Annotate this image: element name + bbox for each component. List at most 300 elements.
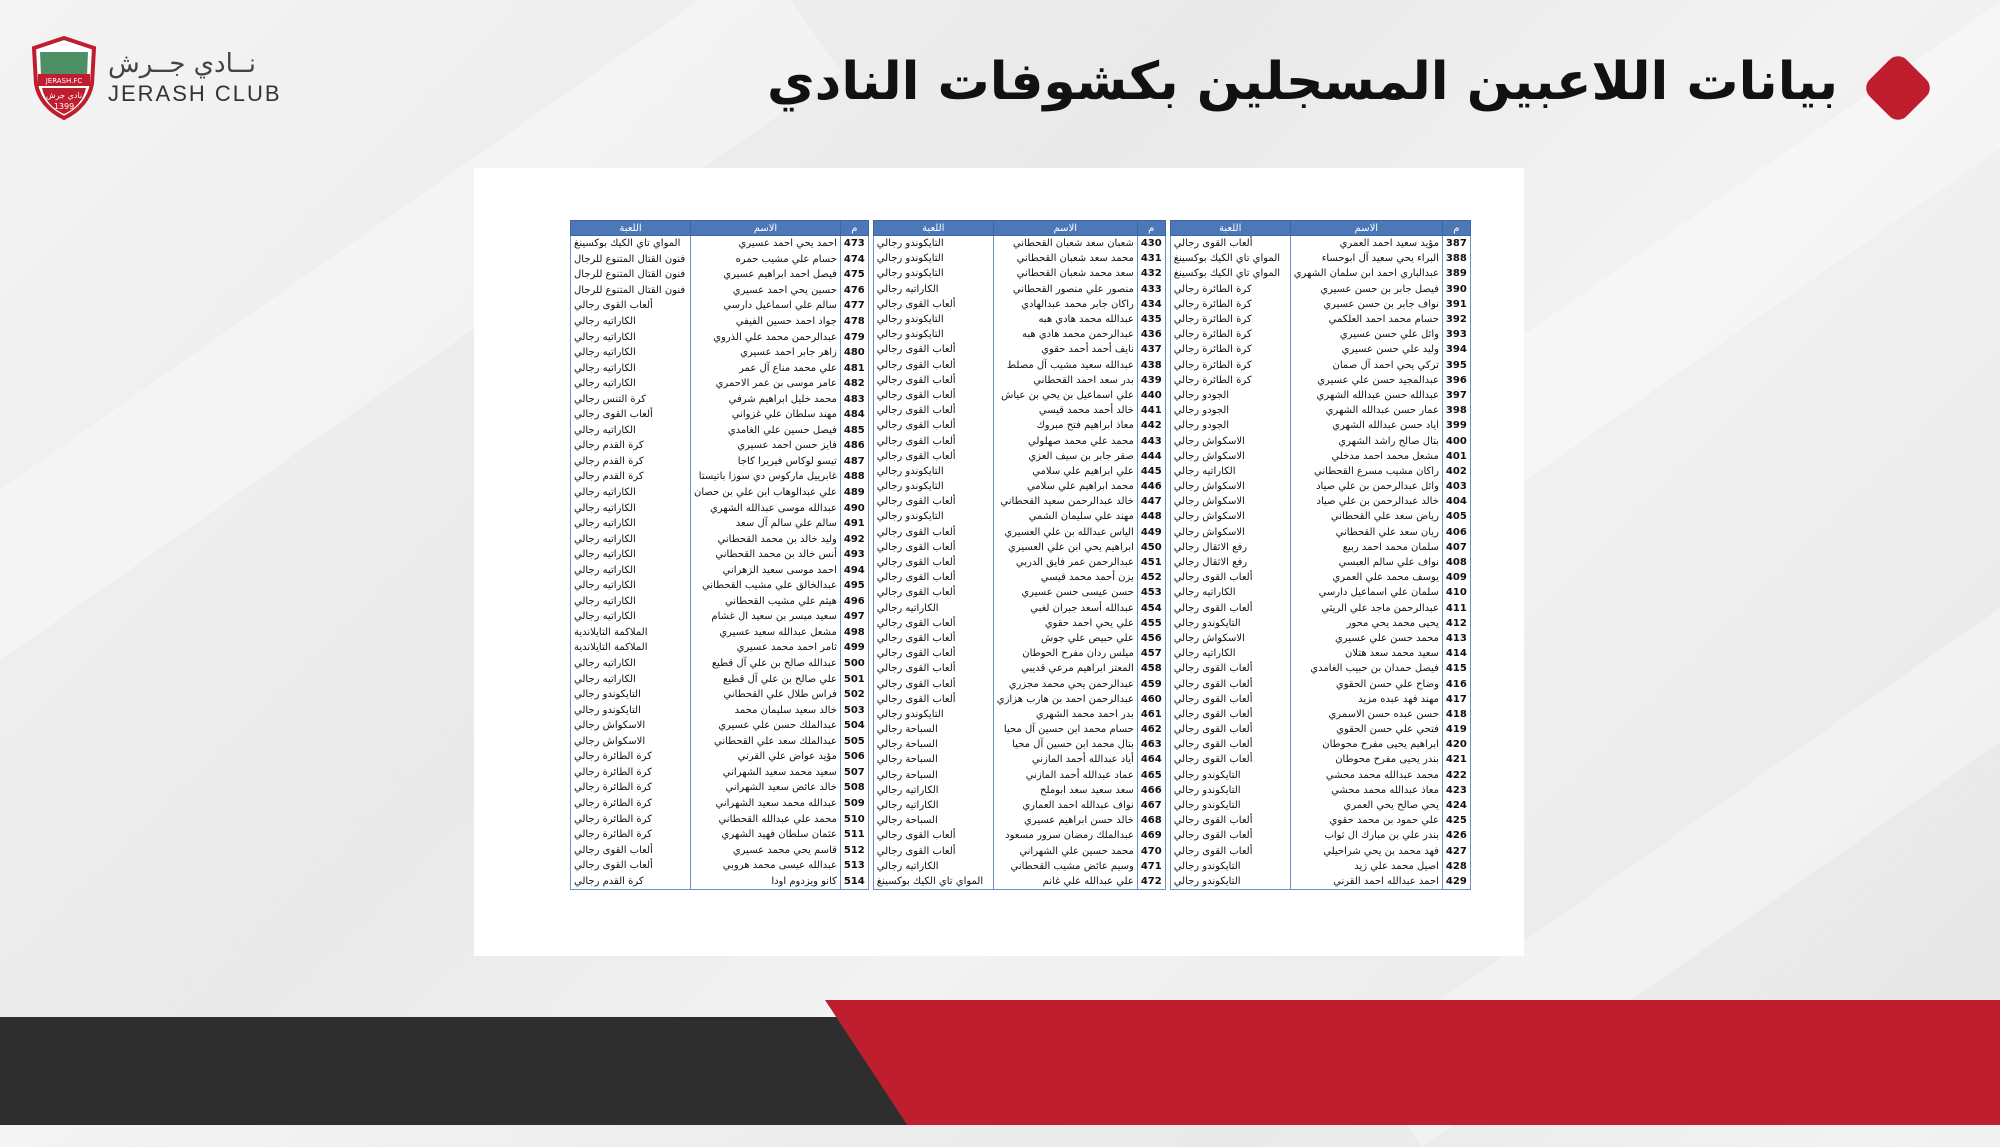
row-number: 472 — [1137, 874, 1165, 890]
player-name: علي صالح بن علي آل قطيع — [691, 671, 841, 687]
sport-name: ألعاب القوى رجالي — [873, 828, 993, 843]
row-number: 473 — [840, 236, 868, 252]
player-name: اصيل محمد علي زيد — [1290, 859, 1442, 874]
row-number: 453 — [1137, 585, 1165, 600]
table-row — [873, 737, 1165, 752]
table-row — [1170, 722, 1470, 737]
table-row — [873, 570, 1165, 585]
table-row — [1170, 859, 1470, 874]
sport-name: السباحة رجالي — [873, 722, 993, 737]
row-number: 484 — [840, 407, 868, 423]
sport-name: ألعاب القوى رجالي — [1170, 737, 1290, 752]
table-row — [571, 873, 869, 889]
table-row — [873, 844, 1165, 859]
player-name: عبدالرحمن محمد علي الذروي — [691, 329, 841, 345]
table-row — [1170, 479, 1470, 494]
table-row — [873, 661, 1165, 676]
sport-name: ألعاب القوى رجالي — [873, 570, 993, 585]
table-row — [1170, 525, 1470, 540]
sport-name: ألعاب القوى رجالي — [1170, 707, 1290, 722]
player-name: خالد أحمد محمد قيسي — [993, 403, 1137, 418]
table-row — [873, 236, 1165, 252]
table-row — [873, 251, 1165, 266]
table-row — [873, 798, 1165, 813]
sport-name: كرة الطائرة رجالي — [1170, 312, 1290, 327]
player-name: سعيد محمد سعد هتلان — [1290, 646, 1442, 661]
row-number: 511 — [840, 827, 868, 843]
row-number: 471 — [1137, 859, 1165, 874]
row-number: 442 — [1137, 418, 1165, 433]
sport-name: ألعاب القوى رجالي — [1170, 570, 1290, 585]
header-sport: اللعبة — [571, 221, 691, 236]
sport-name: ألعاب القوى رجالي — [873, 616, 993, 631]
player-name: سعد سعيد سعد ابوملح — [993, 783, 1137, 798]
row-number: 505 — [840, 734, 868, 750]
player-name: جواد احمد حسين الفيفي — [691, 314, 841, 330]
player-name: حسين يحي احمد عسيري — [691, 283, 841, 299]
table-row — [571, 780, 869, 796]
row-number: 422 — [1442, 768, 1470, 783]
sport-name: الكاراتيه رجالي — [571, 329, 691, 345]
player-name: فيصل جابر بن حسن عسيري — [1290, 282, 1442, 297]
player-name: حسام علي مشيب حمره — [691, 252, 841, 268]
player-name: محمد سعد شعبان القحطاني — [993, 251, 1137, 266]
table-row — [571, 267, 869, 283]
table-row — [1170, 707, 1470, 722]
player-name: عبدالخالق علي مشيب القحطاني — [691, 578, 841, 594]
row-number: 423 — [1442, 783, 1470, 798]
player-name: عبدالله محمد هادي هبه — [993, 312, 1137, 327]
sport-name: ألعاب القوى رجالي — [873, 555, 993, 570]
player-name: علي حمود بن محمد حقوي — [1290, 813, 1442, 828]
table-row — [571, 796, 869, 812]
table-row — [1170, 570, 1470, 585]
player-name: محمد ابراهيم علي سلامي — [993, 479, 1137, 494]
table-row — [1170, 737, 1470, 752]
row-number: 390 — [1442, 282, 1470, 297]
table-row — [1170, 509, 1470, 524]
player-name: عبدالله صالح بن علي آل قطيع — [691, 656, 841, 672]
table-row — [1170, 403, 1470, 418]
sport-name: الكاراتيه رجالي — [873, 859, 993, 874]
table-row — [1170, 373, 1470, 388]
table-row — [1170, 236, 1470, 252]
table-row — [873, 768, 1165, 783]
row-number: 474 — [840, 252, 868, 268]
row-number: 487 — [840, 454, 868, 470]
table-row — [1170, 540, 1470, 555]
player-name: عبدالله عيسى محمد هروبي — [691, 858, 841, 874]
player-name: احمد موسى سعيد الزهراني — [691, 562, 841, 578]
row-number: 514 — [840, 873, 868, 889]
player-name: تركي يحي احمد آل صمان — [1290, 358, 1442, 373]
player-name: يحي صالح يحي العمري — [1290, 798, 1442, 813]
sport-name: التايكوندو رجالي — [1170, 783, 1290, 798]
player-name: احمد يحي احمد عسيري — [691, 236, 841, 252]
row-number: 480 — [840, 345, 868, 361]
player-name: هيثم علي مشيب القحطاني — [691, 594, 841, 610]
player-name: مهند فهد عبده مزيد — [1290, 692, 1442, 707]
row-number: 478 — [840, 314, 868, 330]
sport-name: ألعاب القوى رجالي — [873, 342, 993, 357]
player-name: عبدالله محمد سعيد الشهراني — [691, 796, 841, 812]
table-row — [571, 702, 869, 718]
sport-name: كرة الطائرة رجالي — [571, 811, 691, 827]
player-name: سلمان محمد احمد ربيع — [1290, 540, 1442, 555]
sport-name: المواي تاي الكيك بوكسينغ — [571, 236, 691, 252]
player-name: عثمان سلطان فهيد الشهري — [691, 827, 841, 843]
table-row — [1170, 844, 1470, 859]
player-name: يزن أحمد محمد قيسي — [993, 570, 1137, 585]
player-name: عبدالباري احمد ابن سلمان الشهري — [1290, 266, 1442, 281]
table-row — [571, 656, 869, 672]
sport-name: ألعاب القوى رجالي — [873, 631, 993, 646]
sport-name: ألعاب القوى رجالي — [1170, 752, 1290, 767]
row-number: 492 — [840, 531, 868, 547]
table-row — [571, 345, 869, 361]
row-number: 405 — [1442, 509, 1470, 524]
table-row — [873, 282, 1165, 297]
sport-name: ألعاب القوى رجالي — [873, 676, 993, 691]
table-row — [1170, 601, 1470, 616]
sport-name: كرة الطائرة رجالي — [571, 780, 691, 796]
row-number: 470 — [1137, 844, 1165, 859]
player-name: زاهر جابر احمد عسيري — [691, 345, 841, 361]
table-row — [873, 297, 1165, 312]
header-num: م — [840, 221, 868, 236]
sport-name: الكاراتيه رجالي — [1170, 646, 1290, 661]
table-row — [1170, 418, 1470, 433]
sport-name: ألعاب القوى رجالي — [873, 358, 993, 373]
table-row — [1170, 661, 1470, 676]
player-name: خالد عبدالرحمن سعيد القحطاني — [993, 494, 1137, 509]
row-number: 426 — [1442, 828, 1470, 843]
row-number: 459 — [1137, 676, 1165, 691]
row-number: 410 — [1442, 585, 1470, 600]
row-number: 479 — [840, 329, 868, 345]
table-row — [1170, 342, 1470, 357]
table-row — [571, 423, 869, 439]
sport-name: الكاراتيه رجالي — [571, 594, 691, 610]
player-name: محمد حسين علي الشهراني — [993, 844, 1137, 859]
row-number: 463 — [1137, 737, 1165, 752]
row-number: 408 — [1442, 555, 1470, 570]
row-number: 445 — [1137, 464, 1165, 479]
sport-name: ألعاب القوى رجالي — [873, 692, 993, 707]
player-name: وليد علي حسن عسيري — [1290, 342, 1442, 357]
row-number: 449 — [1137, 525, 1165, 540]
table-row — [873, 722, 1165, 737]
table-row — [873, 373, 1165, 388]
row-number: 488 — [840, 469, 868, 485]
row-number: 427 — [1442, 844, 1470, 859]
row-number: 393 — [1442, 327, 1470, 342]
sport-name: السباحة رجالي — [873, 737, 993, 752]
sport-name: التايكوندو رجالي — [1170, 768, 1290, 783]
player-name: خالد سعيد سليمان محمد — [691, 702, 841, 718]
table-row — [571, 718, 869, 734]
header-name: الاسم — [691, 221, 841, 236]
sport-name: التايكوندو رجالي — [1170, 798, 1290, 813]
player-name: سعد محمد شعبان القحطاني — [993, 266, 1137, 281]
player-name: وائل علي حسن عسيري — [1290, 327, 1442, 342]
row-number: 388 — [1442, 251, 1470, 266]
table-row — [873, 479, 1165, 494]
player-name: نايف أحمد أحمد حقوي — [993, 342, 1137, 357]
player-name: فراس طلال علي القحطاني — [691, 687, 841, 703]
table-row — [571, 407, 869, 423]
row-number: 485 — [840, 423, 868, 439]
player-name: عبدالمجيد حسن علي عسيري — [1290, 373, 1442, 388]
row-number: 400 — [1442, 433, 1470, 448]
sport-name: رفع الاثقال رجالي — [1170, 555, 1290, 570]
table-row — [571, 283, 869, 299]
table-row — [571, 314, 869, 330]
player-name: رياض سعد علي القحطاني — [1290, 509, 1442, 524]
table-row — [873, 418, 1165, 433]
sport-name: كرة الطائرة رجالي — [1170, 282, 1290, 297]
row-number: 392 — [1442, 312, 1470, 327]
table-row — [1170, 282, 1470, 297]
sport-name: ألعاب القوى رجالي — [1170, 828, 1290, 843]
player-name: عبدالملك حسن علي عسيري — [691, 718, 841, 734]
roster-table-1 — [1170, 220, 1471, 890]
player-name: أنس خالد بن محمد القحطاني — [691, 547, 841, 563]
table-row — [571, 438, 869, 454]
row-number: 461 — [1137, 707, 1165, 722]
sport-name: ألعاب القوى رجالي — [1170, 844, 1290, 859]
player-name: سعيد ميسر بن سعيد ال غشام — [691, 609, 841, 625]
row-number: 498 — [840, 625, 868, 641]
sport-name: ألعاب القوى رجالي — [873, 844, 993, 859]
row-number: 411 — [1442, 601, 1470, 616]
row-number: 409 — [1442, 570, 1470, 585]
sport-name: كرة الطائرة رجالي — [1170, 358, 1290, 373]
row-number: 489 — [840, 485, 868, 501]
player-name: بدر احمد محمد الشهري — [993, 707, 1137, 722]
table-row — [1170, 585, 1470, 600]
sport-name: الكاراتيه رجالي — [571, 345, 691, 361]
sport-name: الاسكواش رجالي — [1170, 631, 1290, 646]
club-shield-icon — [30, 36, 98, 120]
sport-name: المواي تاي الكيك بوكسينغ — [1170, 251, 1290, 266]
player-name: اياد حسن عبدالله الشهري — [1290, 418, 1442, 433]
player-name: علي عبدالله علي غانم — [993, 874, 1137, 890]
sport-name: الاسكواش رجالي — [1170, 509, 1290, 524]
sport-name: ألعاب القوى رجالي — [873, 494, 993, 509]
table-row — [873, 631, 1165, 646]
sport-name: كرة القدم رجالي — [571, 873, 691, 889]
table-row — [873, 752, 1165, 767]
table-row — [571, 469, 869, 485]
sport-name: فنون القتال المتنوع للرجال — [571, 267, 691, 283]
player-name: بتال صالح راشد الشهري — [1290, 433, 1442, 448]
player-name: عبدالله أسعد جبران لغبي — [993, 601, 1137, 616]
player-name: خالد عائض سعيد الشهراني — [691, 780, 841, 796]
table-row — [571, 252, 869, 268]
sport-name: ألعاب القوى رجالي — [571, 842, 691, 858]
player-name: محمد علي محمد صهلولي — [993, 433, 1137, 448]
sport-name: السباحة رجالي — [873, 813, 993, 828]
sport-name: الكاراتيه رجالي — [571, 656, 691, 672]
table-row — [873, 433, 1165, 448]
sport-name: فنون القتال المتنوع للرجال — [571, 283, 691, 299]
player-name: مشعل محمد احمد مدخلي — [1290, 449, 1442, 464]
table-row — [1170, 433, 1470, 448]
player-name: محمد خليل ابراهيم شرفي — [691, 391, 841, 407]
row-number: 443 — [1137, 433, 1165, 448]
sport-name: الكاراتيه رجالي — [571, 562, 691, 578]
sport-name: الاسكواش رجالي — [1170, 449, 1290, 464]
player-name: نواف عبدالله احمد العماري — [993, 798, 1137, 813]
row-number: 457 — [1137, 646, 1165, 661]
table-row — [873, 813, 1165, 828]
table-row — [873, 783, 1165, 798]
table-row — [571, 376, 869, 392]
player-name: عبدالله موسى عبدالله الشهري — [691, 500, 841, 516]
sport-name: كرة القدم رجالي — [571, 438, 691, 454]
row-number: 501 — [840, 671, 868, 687]
player-name: وضاح علي حسن الحقوي — [1290, 676, 1442, 691]
player-name: عمار حسن عبدالله الشهري — [1290, 403, 1442, 418]
sport-name: ألعاب القوى رجالي — [571, 858, 691, 874]
sport-name: كرة الطائرة رجالي — [1170, 327, 1290, 342]
player-name: علي ابراهيم علي سلامي — [993, 464, 1137, 479]
player-name: نواف جابر بن حسن عسيري — [1290, 297, 1442, 312]
sport-name: الكاراتيه رجالي — [571, 531, 691, 547]
table-row — [571, 625, 869, 641]
table-row — [1170, 266, 1470, 281]
table-row — [571, 609, 869, 625]
row-number: 435 — [1137, 312, 1165, 327]
row-number: 455 — [1137, 616, 1165, 631]
sport-name: التايكوندو رجالي — [873, 479, 993, 494]
table-row — [571, 531, 869, 547]
sport-name: كرة الطائرة رجالي — [571, 827, 691, 843]
player-name: عبدالرحمن يحي محمد مجزري — [993, 676, 1137, 691]
sport-name: ألعاب القوى رجالي — [1170, 692, 1290, 707]
table-row — [1170, 388, 1470, 403]
table-row — [571, 454, 869, 470]
player-name: احمد عبدالله احمد القرني — [1290, 874, 1442, 890]
player-name: محمد علي عبدالله القحطاني — [691, 811, 841, 827]
row-number: 468 — [1137, 813, 1165, 828]
table-row — [873, 601, 1165, 616]
sport-name: ألعاب القوى رجالي — [873, 525, 993, 540]
table-row — [1170, 616, 1470, 631]
header-num: م — [1442, 221, 1470, 236]
row-number: 491 — [840, 516, 868, 532]
player-name: حسن عبده حسن الاسمري — [1290, 707, 1442, 722]
row-number: 429 — [1442, 874, 1470, 890]
table-row — [571, 858, 869, 874]
sport-name: كرة الطائرة رجالي — [571, 796, 691, 812]
sport-name: الملاكمة التايلاندية — [571, 625, 691, 641]
row-number: 421 — [1442, 752, 1470, 767]
table-row — [1170, 752, 1470, 767]
player-name: وسيم عائض مشيب القحطاني — [993, 859, 1137, 874]
sport-name: الجودو رجالي — [1170, 388, 1290, 403]
row-number: 509 — [840, 796, 868, 812]
table-row — [571, 594, 869, 610]
player-name: محمد عبدالله محمد محشي — [1290, 768, 1442, 783]
club-name-english: JERASH CLUB — [108, 81, 282, 106]
player-name: عبدالرحمن محمد هادي هبه — [993, 327, 1137, 342]
table-row — [571, 687, 869, 703]
table-row — [1170, 555, 1470, 570]
row-number: 466 — [1137, 783, 1165, 798]
row-number: 402 — [1442, 464, 1470, 479]
row-number: 454 — [1137, 601, 1165, 616]
table-row — [1170, 631, 1470, 646]
player-name: المعتز ابراهيم مرعي قديبي — [993, 661, 1137, 676]
player-name: فايز حسن احمد عسيري — [691, 438, 841, 454]
sport-name: التايكوندو رجالي — [1170, 616, 1290, 631]
sport-name: كرة الطائرة رجالي — [571, 765, 691, 781]
table-row — [873, 358, 1165, 373]
sport-name: ألعاب القوى رجالي — [1170, 676, 1290, 691]
sport-name: ألعاب القوى رجالي — [873, 418, 993, 433]
roster-table-3 — [570, 220, 869, 890]
row-number: 483 — [840, 391, 868, 407]
table-row — [571, 236, 869, 252]
sport-name: الكاراتيه رجالي — [571, 360, 691, 376]
table-row — [1170, 874, 1470, 890]
row-number: 510 — [840, 811, 868, 827]
table-row — [873, 266, 1165, 281]
row-number: 419 — [1442, 722, 1470, 737]
row-number: 497 — [840, 609, 868, 625]
row-number: 467 — [1137, 798, 1165, 813]
table-row — [873, 312, 1165, 327]
table-row — [873, 707, 1165, 722]
row-number: 490 — [840, 500, 868, 516]
player-name: يوسف محمد علي العمري — [1290, 570, 1442, 585]
row-number: 404 — [1442, 494, 1470, 509]
player-name: ابراهيم يحيى مفرح محوطان — [1290, 737, 1442, 752]
table-row — [571, 360, 869, 376]
player-name: فيصل احمد ابراهيم عسيري — [691, 267, 841, 283]
player-name: الياس عبدالله بن علي العسيري — [993, 525, 1137, 540]
table-row — [571, 671, 869, 687]
player-name: قاسم يحي محمد عسيري — [691, 842, 841, 858]
player-name: ابراهيم يحي ابن علي العسيري — [993, 540, 1137, 555]
row-number: 424 — [1442, 798, 1470, 813]
table-row — [873, 676, 1165, 691]
table-row — [571, 734, 869, 750]
row-number: 446 — [1137, 479, 1165, 494]
row-number: 434 — [1137, 297, 1165, 312]
player-name: عبدالملك رمضان سرور مسعود — [993, 828, 1137, 843]
roster-table-2 — [873, 220, 1166, 890]
sport-name: الكاراتيه رجالي — [571, 609, 691, 625]
sport-name: ألعاب القوى رجالي — [873, 661, 993, 676]
sport-name: الكاراتيه رجالي — [571, 547, 691, 563]
row-number: 396 — [1442, 373, 1470, 388]
row-number: 439 — [1137, 373, 1165, 388]
sport-name: الكاراتيه رجالي — [571, 314, 691, 330]
sport-name: الكاراتيه رجالي — [571, 485, 691, 501]
sport-name: الكاراتيه رجالي — [873, 783, 993, 798]
sport-name: ألعاب القوى رجالي — [1170, 661, 1290, 676]
sport-name: التايكوندو رجالي — [873, 327, 993, 342]
row-number: 403 — [1442, 479, 1470, 494]
table-row — [571, 485, 869, 501]
player-name: راكان جابر محمد عبدالهادي — [993, 297, 1137, 312]
sport-name: ألعاب القوى رجالي — [873, 403, 993, 418]
sport-name: الكاراتيه رجالي — [571, 671, 691, 687]
player-name: علي يحي احمد حقوي — [993, 616, 1137, 631]
